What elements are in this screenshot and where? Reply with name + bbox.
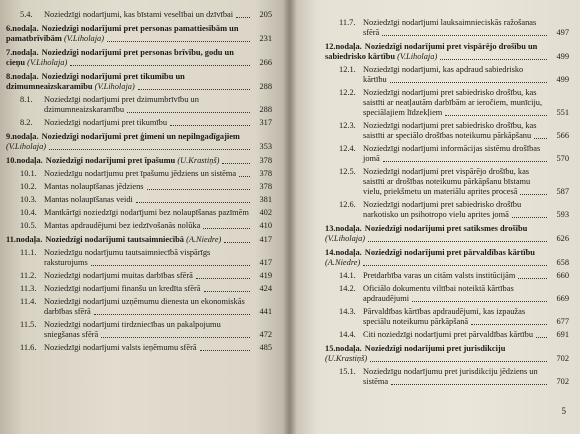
page-ref: 593 <box>556 210 569 219</box>
toc-section-entry <box>325 121 569 141</box>
chapter-title: Noziedzīgi nodarījumi pret jurisdikciju <box>364 344 506 353</box>
page-ref: 424 <box>259 284 272 293</box>
page-ref: 410 <box>259 221 272 230</box>
entry-title <box>6 221 272 231</box>
entry-number: 14.1. <box>339 271 356 280</box>
page-ref: 231 <box>259 34 272 43</box>
leader-dots <box>127 112 250 113</box>
toc-section-entry <box>6 118 272 128</box>
section-title: Noziedzīgi nodarījumi lauksaimnieciskās ražošanas sfērā <box>363 18 537 37</box>
leader-dots <box>224 242 250 243</box>
section-title: Noziedzīgi nodarījumi, kas apdraud sabiedrisko kārtību <box>363 65 524 84</box>
leader-dots <box>368 241 547 242</box>
page-ref: 472 <box>259 330 272 339</box>
page-ref: 402 <box>259 208 272 217</box>
section-title: Noziedzīgi nodarījumi finanšu un kredīta sfērā <box>44 284 201 293</box>
section-title: Noziedzīgi nodarījumi pret sabiedrisko drošību, kas saistīti ar speciālo drošības noteikumu pārkāpšanu <box>363 121 537 140</box>
entry-number: 5.4. <box>20 10 33 19</box>
page-ref: 353 <box>259 142 272 151</box>
leader-dots <box>512 217 547 218</box>
leader-dots <box>236 17 250 18</box>
page-ref: 378 <box>259 182 272 191</box>
toc-section-entry <box>6 248 272 268</box>
section-title: Citi noziedzīgi nodarījumi pret pārvaldības kārtību <box>363 330 534 339</box>
leader-dots <box>520 194 547 195</box>
entry-title <box>325 88 569 118</box>
toc-chapter-entry <box>325 248 569 268</box>
entry-title <box>6 343 272 353</box>
chapter-title: Noziedzīgi nodarījumi pret personas pamattiesībām un pamatbrīvībām <box>6 24 239 43</box>
toc-chapter-entry <box>6 132 272 152</box>
leader-dots <box>471 324 547 325</box>
section-title: Noziedzīgu nodarījumu tautsaimniecībā vispārīgs raksturojums <box>44 248 211 267</box>
page-ref: 499 <box>556 52 569 61</box>
entry-title <box>325 271 569 281</box>
toc-section-entry <box>6 10 272 20</box>
page-ref: 417 <box>259 258 272 267</box>
leader-dots <box>107 41 250 42</box>
leader-dots <box>390 82 547 83</box>
page-ref: 378 <box>259 169 272 178</box>
page-ref: 266 <box>259 58 272 67</box>
entry-title <box>6 118 272 128</box>
toc-section-entry <box>6 320 272 340</box>
leader-dots <box>200 350 250 351</box>
entry-number: 8.nodaļa. <box>6 72 39 81</box>
chapter-author: (V.Liholaja) <box>325 234 366 243</box>
toc-chapter-entry <box>6 72 272 92</box>
page-ref: 441 <box>259 307 272 316</box>
toc-section-entry <box>6 284 272 294</box>
leader-dots <box>370 361 547 362</box>
toc-section-entry <box>325 271 569 281</box>
entry-title <box>6 208 272 218</box>
toc-section-entry <box>325 88 569 118</box>
section-title: Noziedzīgi nodarījumi pret tikumību <box>44 118 168 127</box>
entry-number: 7.nodaļa. <box>6 48 39 57</box>
leader-dots <box>91 265 250 266</box>
page-ref: 626 <box>556 234 569 243</box>
page-ref: 691 <box>556 330 569 339</box>
page-ref: 660 <box>556 271 569 280</box>
entry-number: 12.3. <box>339 121 356 130</box>
toc-section-entry <box>6 95 272 115</box>
page-ref: 499 <box>556 75 569 84</box>
chapter-author: (V.Liholaja) <box>6 142 47 151</box>
chapter-author: (A.Niedre) <box>325 258 361 267</box>
chapter-author: (U.Krastiņš) <box>177 156 220 165</box>
section-title: Mantas nolaupīšanas veidi <box>44 195 133 204</box>
leader-dots <box>382 35 547 36</box>
entry-number: 13.nodaļa. <box>325 224 362 233</box>
chapter-author: (V.Liholaja) <box>63 34 105 43</box>
right-page <box>289 0 580 434</box>
chapter-title: Noziedzīgi nodarījumi pret pārvaldības kārtību <box>364 248 535 257</box>
entry-number: 6.nodaļa. <box>6 24 39 33</box>
table-of-contents-left <box>6 10 272 356</box>
entry-number: 8.2. <box>20 118 33 127</box>
leader-dots <box>518 278 547 279</box>
leader-dots <box>534 138 547 139</box>
chapter-title: Noziedzīgi nodarījumi pret ģimeni un nepilngadīgajiem <box>41 132 240 141</box>
page-ref: 317 <box>259 118 272 127</box>
page-ref: 587 <box>556 187 569 196</box>
entry-number: 10.2. <box>20 182 37 191</box>
entry-number: 11.1. <box>20 248 37 257</box>
leader-dots <box>204 291 250 292</box>
chapter-author: (U.Krastiņš) <box>325 354 368 363</box>
leader-dots <box>138 89 250 90</box>
entry-title <box>6 169 272 179</box>
toc-section-entry <box>6 221 272 231</box>
toc-section-entry <box>6 195 272 205</box>
leader-dots <box>49 149 250 150</box>
entry-number: 14.3. <box>339 307 356 316</box>
entry-number: 15.nodaļa. <box>325 344 362 353</box>
entry-number: 11.7. <box>339 18 356 27</box>
section-title: Noziedzīgi nodarījumi informācijas sistēmu drošības jomā <box>363 144 541 163</box>
page-ref: 566 <box>556 131 569 140</box>
entry-title <box>6 10 272 20</box>
page-ref: 677 <box>556 317 569 326</box>
entry-number: 12.6. <box>339 200 356 209</box>
toc-section-entry <box>6 169 272 179</box>
page-ref: 570 <box>556 154 569 163</box>
section-title: Noziedzīgi nodarījumi muitas darbības sfērā <box>44 271 193 280</box>
page-ref: 485 <box>259 343 272 352</box>
leader-dots <box>363 265 547 266</box>
entry-number: 12.4. <box>339 144 356 153</box>
page-ref: 551 <box>556 108 569 117</box>
entry-number: 11.5. <box>20 320 37 329</box>
page-ref: 205 <box>259 10 272 19</box>
entry-number: 12.2. <box>339 88 356 97</box>
entry-title <box>325 167 569 197</box>
entry-number: 12.5. <box>339 167 356 176</box>
section-title: Noziedzīgu nodarījumu pret īpašumu jēdziens un sistēma <box>44 169 237 178</box>
toc-chapter-entry <box>325 344 569 364</box>
leader-dots <box>440 59 547 60</box>
leader-dots <box>239 176 250 177</box>
entry-number: 11.2. <box>20 271 37 280</box>
leader-dots <box>101 337 250 338</box>
leader-dots <box>536 337 547 338</box>
toc-section-entry <box>6 297 272 317</box>
leader-dots <box>412 301 547 302</box>
toc-chapter-entry <box>6 235 272 245</box>
page-ref: 288 <box>259 82 272 91</box>
entry-title <box>325 330 569 340</box>
chapter-title: Noziedzīgi nodarījumi pret vispārējo drošību un sabiedrisko kārtību <box>325 42 538 61</box>
chapter-title: Noziedzīgi nodarījumi tautsaimniecībā <box>45 235 184 244</box>
toc-chapter-entry <box>325 42 569 62</box>
leader-dots <box>383 161 547 162</box>
page-ref: 702 <box>556 354 569 363</box>
entry-number: 10.nodaļa. <box>6 156 43 165</box>
toc-section-entry <box>6 271 272 281</box>
section-title: Noziedzīgu nodarījumu pret jurisdikciju jēdziens un sistēma <box>363 367 538 386</box>
section-title: Mantkārīgi noziedzīgi nodarījumi bez nolaupīšanas pazīmēm <box>44 208 249 217</box>
page-ref: 419 <box>259 271 272 280</box>
leader-dots <box>136 202 250 203</box>
left-page <box>0 0 289 434</box>
leader-dots <box>222 163 250 164</box>
chapter-author: (V.Liholaja) <box>27 58 68 67</box>
page-ref: 497 <box>556 28 569 37</box>
section-title: Noziedzīgi nodarījumi uzņēmumu dienesta un ekonomiskās darbības sfērā <box>44 297 245 316</box>
entry-number: 9.nodaļa. <box>6 132 39 141</box>
section-title: Noziedzīgi nodarījumi pret sabiedrisko drošību, kas saistīti ar neatļautām darbībām ar ieročiem, munīciju, speciālajiem līdzekļiem <box>363 88 543 117</box>
chapter-author: (V.Liholaja) <box>397 52 438 61</box>
toc-section-entry <box>325 144 569 164</box>
entry-number: 11.4. <box>20 297 37 306</box>
entry-number: 8.1. <box>20 95 33 104</box>
entry-number: 11.6. <box>20 343 37 352</box>
leader-dots <box>203 228 250 229</box>
entry-title <box>6 195 272 205</box>
table-of-contents-right <box>325 18 569 390</box>
page-ref: 417 <box>259 235 272 244</box>
leader-dots <box>70 65 250 66</box>
section-title: Noziedzīgi nodarījumi pret vispārējo drošību, kas saistīti ar drošības noteikumu pārkāpšanu bīstamu vielu, priekšmetu un materiālu aprites procesā <box>363 167 531 196</box>
entry-title <box>6 235 272 245</box>
entry-title <box>325 121 569 141</box>
toc-chapter-entry <box>6 156 272 166</box>
entry-title <box>6 271 272 281</box>
section-title: Noziedzīgi nodarījumi pret sabiedrisko drošību narkotisko un psihotropo vielu aprites jomā <box>363 200 522 219</box>
toc-section-entry <box>325 65 569 85</box>
toc-section-entry <box>325 18 569 38</box>
page-ref: 669 <box>556 294 569 303</box>
toc-chapter-entry <box>325 224 569 244</box>
page-ref: 702 <box>556 377 569 386</box>
chapter-author: (A.Niedre) <box>186 235 222 244</box>
section-title: Mantas nolaupīšanas jēdziens <box>44 182 144 191</box>
entry-title <box>6 284 272 294</box>
section-title: Noziedzīgi nodarījumi, kas bīstami veselībai un dzīvībai <box>44 10 234 19</box>
toc-section-entry <box>325 307 569 327</box>
leader-dots <box>170 125 250 126</box>
entry-number: 12.1. <box>339 65 356 74</box>
section-title: Noziedzīgi nodarījumi tirdzniecības un pakalpojumu sniegšanas sfērā <box>44 320 221 339</box>
page-number: 5 <box>561 406 566 416</box>
toc-section-entry <box>325 367 569 387</box>
entry-number: 12.nodaļa. <box>325 42 362 51</box>
toc-section-entry <box>6 208 272 218</box>
toc-section-entry <box>325 330 569 340</box>
entry-number: 11.nodaļa. <box>6 235 43 244</box>
toc-section-entry <box>6 182 272 192</box>
section-title: Pretdarbība varas un citām valsts institūcijām <box>363 271 516 280</box>
section-title: Oficiālo dokumentu viltībai noteiktā kārtības apdraudējumi <box>363 284 514 303</box>
toc-section-entry <box>325 284 569 304</box>
entry-number: 15.1. <box>339 367 356 376</box>
leader-dots <box>94 314 250 315</box>
section-title: Noziedzīgi nodarījumi pret dzimumbrīvību un dzimumneaizskaramību <box>44 95 199 114</box>
entry-number: 14.nodaļa. <box>325 248 362 257</box>
section-title: Pārvaldības kārtības apdraudējumi, kas izpaužas speciālu noteikumu pārkāpšanā <box>363 307 526 326</box>
entry-number: 10.3. <box>20 195 37 204</box>
section-title: Noziedzīgi nodarījumi valsts ieņēmumu sfērā <box>44 343 197 352</box>
entry-number: 10.5. <box>20 221 37 230</box>
entry-number: 10.4. <box>20 208 37 217</box>
page-ref: 288 <box>259 105 272 114</box>
entry-number: 14.2. <box>339 284 356 293</box>
entry-title <box>6 156 272 166</box>
leader-dots <box>196 278 250 279</box>
entry-number: 10.1. <box>20 169 37 178</box>
toc-section-entry <box>325 167 569 197</box>
leader-dots <box>391 384 547 385</box>
toc-section-entry <box>325 200 569 220</box>
leader-dots <box>147 189 250 190</box>
toc-chapter-entry <box>6 48 272 68</box>
leader-dots <box>445 115 547 116</box>
page-ref: 378 <box>259 156 272 165</box>
entry-number: 14.4. <box>339 330 356 339</box>
section-title: Mantas apdraudējumi bez iedzīvošanās nolūka <box>44 221 201 230</box>
chapter-title: Noziedzīgi nodarījumi pret īpašumu <box>45 156 176 165</box>
toc-chapter-entry <box>6 24 272 44</box>
entry-number: 11.3. <box>20 284 37 293</box>
chapter-author: (V.Liholaja) <box>94 82 135 91</box>
page-ref: 381 <box>259 195 272 204</box>
chapter-title: Noziedzīgi nodarījumi pret tikumību un dzimumneaizskaramību <box>6 72 185 91</box>
chapter-title: Noziedzīgi nodarījumi pret satiksmes drošību <box>364 224 528 233</box>
chapter-title: Noziedzīgi nodarījumi pret personas brīvību, godu un cieņu <box>6 48 234 67</box>
page-ref: 658 <box>556 258 569 267</box>
entry-title <box>6 182 272 192</box>
toc-section-entry <box>6 343 272 353</box>
